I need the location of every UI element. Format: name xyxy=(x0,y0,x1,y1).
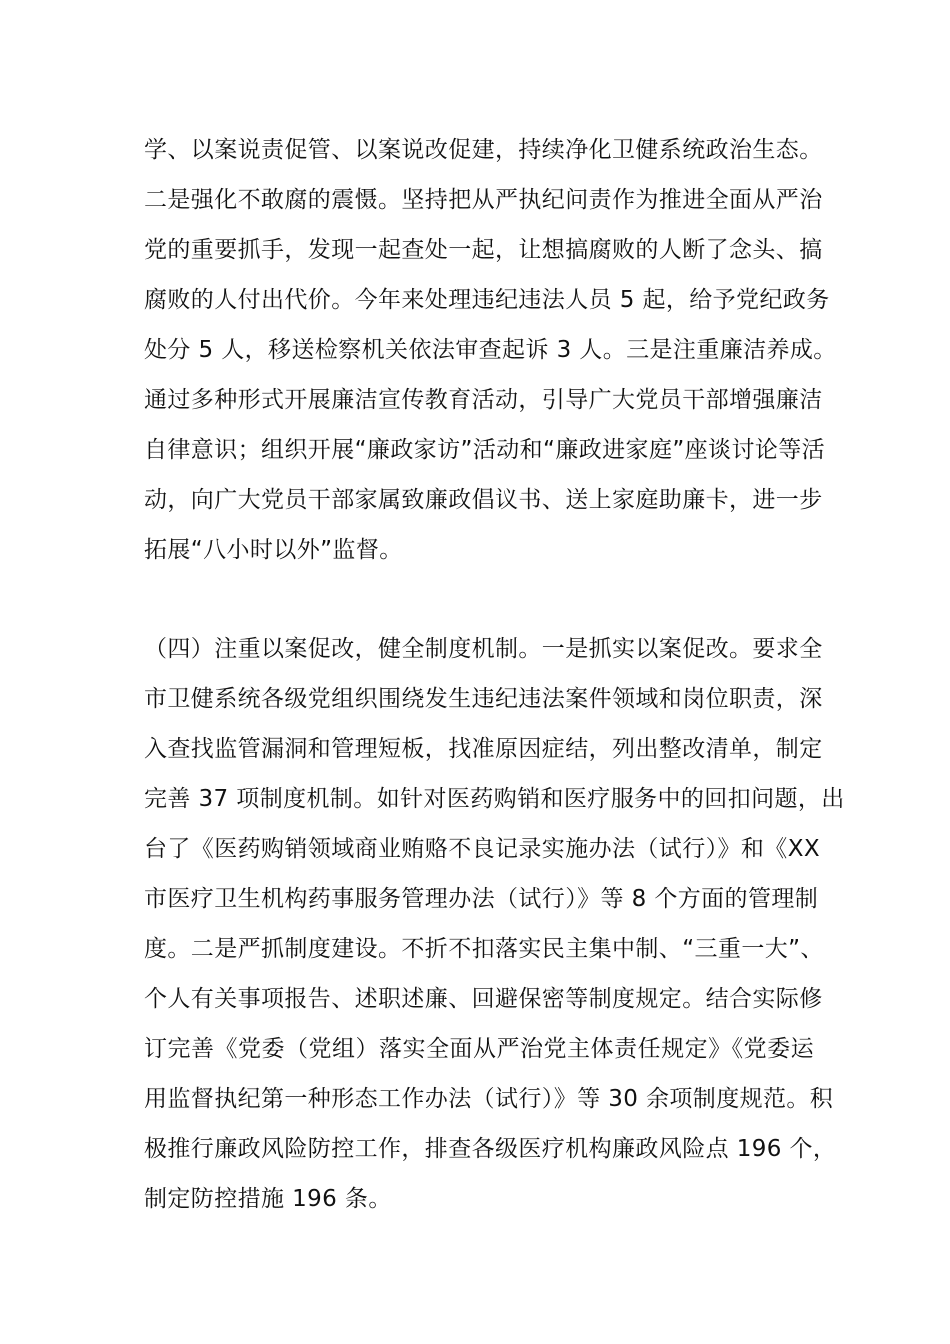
text-line: 市卫健系统各级党组织围绕发生违纪违法案件领域和岗位职责，深 xyxy=(144,686,823,712)
text-line: 订完善《党委（党组）落实全面从严治党主体责任规定》《党委运 xyxy=(144,1036,814,1062)
text-line: 腐败的人付出代价。今年来处理违纪违法人员 5 起，给予党纪政务 xyxy=(144,287,830,313)
text-line: 极推行廉政风险防控工作，排查各级医疗机构廉政风险点 196 个， xyxy=(144,1136,837,1162)
text-line: 二是强化不敢腐的震慑。坚持把从严执纪问责作为推进全面从严治 xyxy=(144,187,823,213)
text-line: 用监督执纪第一种形态工作办法（试行）》等 30 余项制度规范。积 xyxy=(144,1086,834,1112)
text-line: 入查找监管漏洞和管理短板，找准原因症结，列出整改清单，制定 xyxy=(144,736,823,762)
text-line: 处分 5 人，移送检察机关依法审查起诉 3 人。三是注重廉洁养成。 xyxy=(144,337,837,363)
text-line: 党的重要抓手，发现一起查处一起，让想搞腐败的人断了念头、搞 xyxy=(144,237,823,263)
section-heading-line: （四）注重以案促改，健全制度机制。一是抓实以案促改。要求全 xyxy=(144,636,823,662)
text-line: 动，向广大党员干部家属致廉政倡议书、送上家庭助廉卡，进一步 xyxy=(144,487,823,513)
text-line: 市医疗卫生机构药事服务管理办法（试行）》等 8 个方面的管理制 xyxy=(144,886,819,912)
text-line: 台了《医药购销领域商业贿赂不良记录实施办法（试行）》和《XX xyxy=(144,836,821,862)
text-line: 制定防控措施 196 条。 xyxy=(144,1186,392,1212)
text-line: 度。二是严抓制度建设。不折不扣落实民主集中制、“三重一大”、 xyxy=(144,936,824,962)
text-line: 个人有关事项报告、述职述廉、回避保密等制度规定。结合实际修 xyxy=(144,986,823,1012)
paragraph-discipline-measures xyxy=(144,125,837,575)
text-line: 学、以案说责促管、以案说改促建，持续净化卫健系统政治生态。 xyxy=(144,137,823,163)
text-line: 通过多种形式开展廉洁宣传教育活动，引导广大党员干部增强廉洁 xyxy=(144,387,823,413)
text-line: 完善 37 项制度机制。如针对医药购销和医疗服务中的回扣问题，出 xyxy=(144,786,845,812)
paragraph-system-mechanisms xyxy=(144,624,845,1224)
text-line: 自律意识；组织开展“廉政家访”活动和“廉政进家庭”座谈讨论等活 xyxy=(144,437,826,463)
text-line: 拓展“八小时以外”监督。 xyxy=(144,537,403,563)
